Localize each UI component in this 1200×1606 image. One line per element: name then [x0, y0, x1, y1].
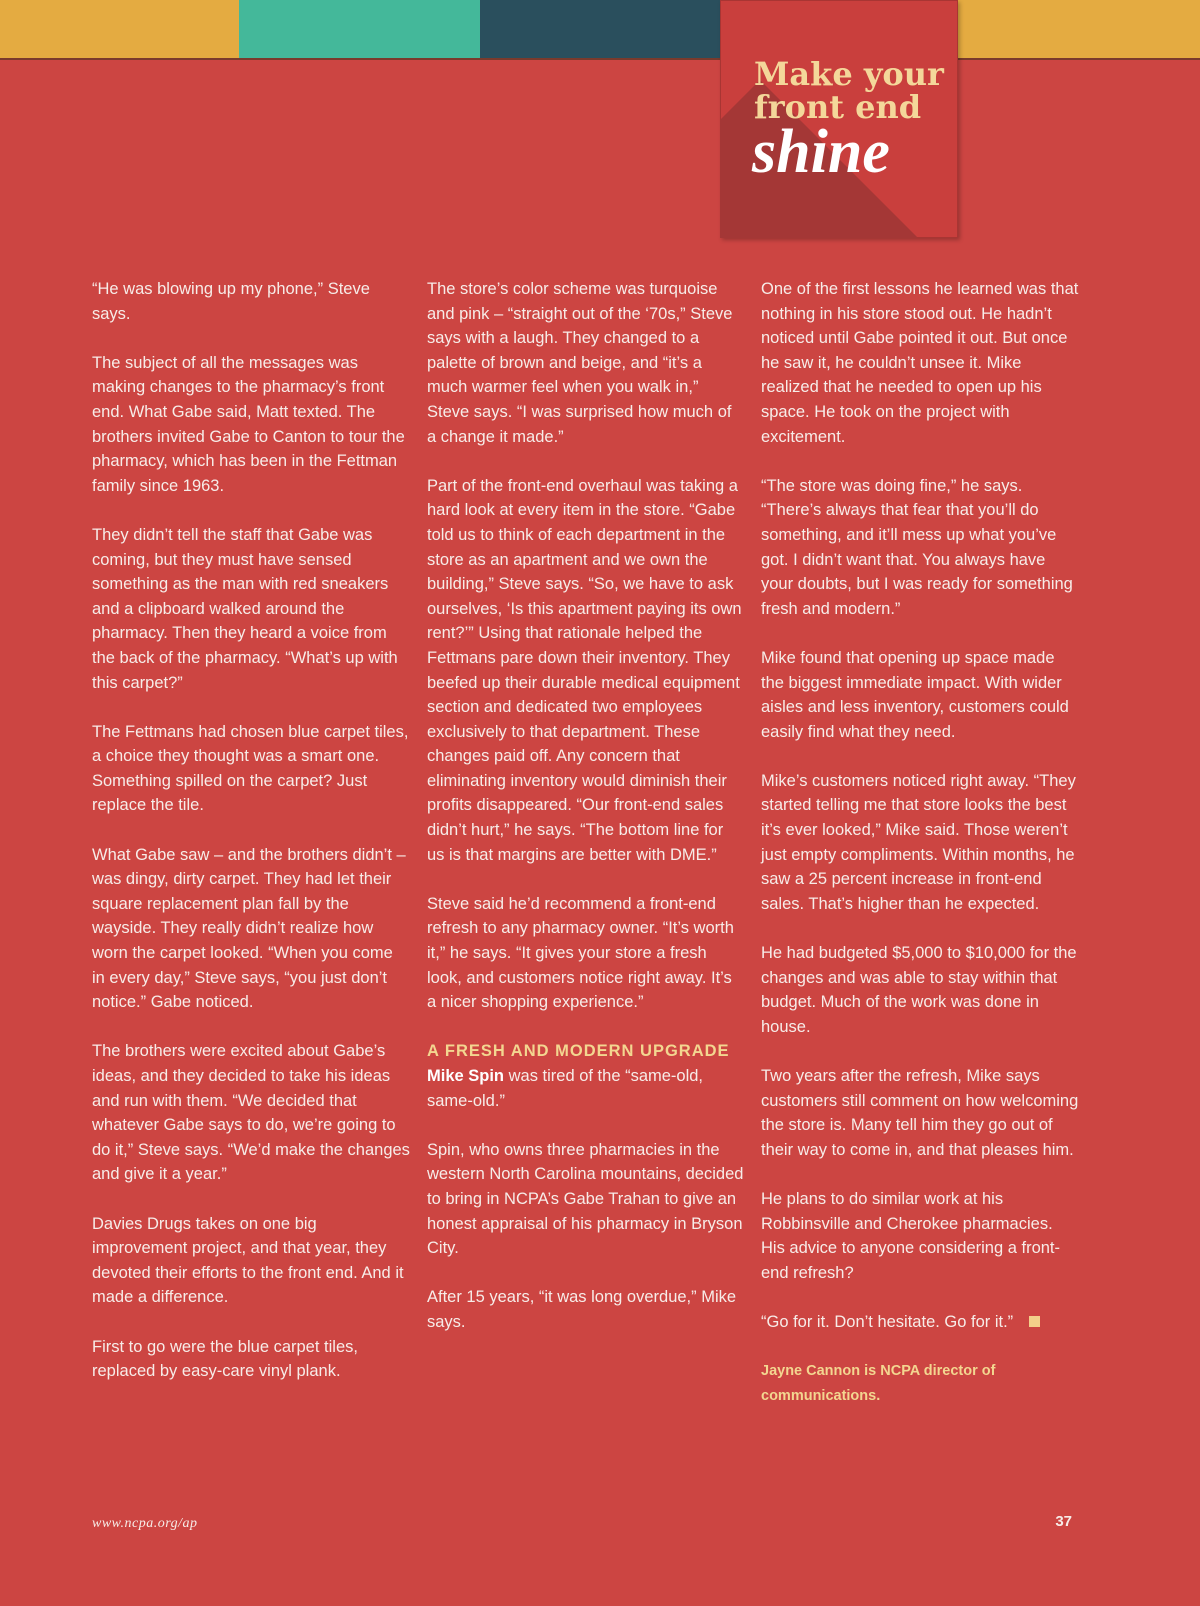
- title-line-2: front end: [754, 88, 922, 126]
- paragraph: Part of the front-end overhaul was taking a hard look at every item in the store. “Gabe told us to think of each department in the store as an apartment and we own the building,” Steve says. “So, we have to ask ourselves, ‘Is this apartment paying its own rent?’” Using that rationale helped the Fettmans pare down their inventory. They beefed up their durable medical equipment section and dedicated two employees exclusively to that department. These changes paid off. Any concern that eliminating inventory would diminish their profits disappeared. “Our front-end sales didn’t hurt,” he says. “The bottom line for us is that margins are better with DME.”: [427, 476, 742, 864]
- paragraph: “He was blowing up my phone,” Steve says.: [92, 280, 370, 323]
- paragraph: The store’s color scheme was turquoise and pink – “straight out of the ‘70s,” Steve says with a laugh. They changed to a palette of brown and beige, and “it’s a much warmer feel when you walk in,” Steve says. “I was surprised how much of a change it made.”: [427, 280, 733, 446]
- end-mark-icon: [1029, 1316, 1040, 1327]
- article-column-1: [92, 277, 410, 1408]
- paragraph: The subject of all the messages was making changes to the pharmacy’s front end. What Gabe said, Matt texted. The brothers invited Gabe to Canton to tour the pharmacy, which has been in the Fettman family since 1963.: [92, 353, 405, 495]
- header-stripe-gold: [0, 0, 239, 58]
- paragraph: Two years after the refresh, Mike says customers still comment on how welcoming the store is. Many tell him they go out of their way to come in, and that pleases him.: [761, 1067, 1079, 1159]
- subhead: A FRESH AND MODERN UPGRADE: [427, 1042, 730, 1061]
- closing-quote-text: “Go for it. Don’t hesitate. Go for it.”: [761, 1312, 1014, 1331]
- paragraph: The brothers were excited about Gabe’s ideas, and they decided to take his ideas and run with them. “We decided that whatever Gabe says to do, we’re going to do it,” Steve says. “We’d make the changes and give it a year.”: [92, 1042, 410, 1184]
- header-stripe-gold-right: [958, 0, 1200, 58]
- paragraph: Steve said he’d recommend a front-end refresh to any pharmacy owner. “It’s worth it,” he says. “It gives your store a fresh look, and customers notice right away. It’s a nicer shopping experience.”: [427, 894, 734, 1012]
- paragraph: He had budgeted $5,000 to $10,000 for the changes and was able to stay within that budget. Much of the work was done in house.: [761, 944, 1077, 1036]
- paragraph: The Fettmans had chosen blue carpet tiles, a choice they thought was a smart one. Something spilled on the carpet? Just replace the tile.: [92, 722, 409, 815]
- paragraph: Mike’s customers noticed right away. “They started telling me that store looks the best it’s ever looked,” Mike said. Those weren’t just empty compliments. Within months, he saw a 25 percent increase in front-end sales. That’s higher than he expected.: [761, 771, 1076, 913]
- paragraph: What Gabe saw – and the brothers didn’t – was dingy, dirty carpet. They had let their square replacement plan fall by the wayside. They really didn’t realize how worn the carpet looked. “When you come in every day,” Steve says, “you just don’t notice.” Gabe noticed.: [92, 845, 406, 1012]
- author-credit: Jayne Cannon is NCPA director of communications.: [761, 1363, 996, 1405]
- paragraph: Mike found that opening up space made the biggest immediate impact. With wider aisles and less inventory, customers could easily find what they need.: [761, 648, 1069, 741]
- paragraph: Spin, who owns three pharmacies in the western North Carolina mountains, decided to bring in NCPA’s Gabe Trahan to give an honest appraisal of his pharmacy in Bryson City.: [427, 1140, 744, 1258]
- paragraph: First to go were the blue carpet tiles, replaced by easy-care vinyl plank.: [92, 1337, 358, 1381]
- header-rule: [0, 58, 720, 60]
- paragraph: “The store was doing fine,” he says. “There’s always that fear that you’ll do something, and it’ll mess up what you’ve got. I didn’t want that. You always have your doubts, but I was ready for something fresh and modern.”: [761, 476, 1073, 618]
- page-number: 37: [1055, 1513, 1072, 1530]
- lead-paragraph: [427, 1064, 745, 1113]
- title-line-1: Make your: [754, 55, 944, 93]
- paragraph: After 15 years, “it was long overdue,” Mike says.: [427, 1288, 737, 1331]
- header-stripe-teal: [239, 0, 480, 58]
- paragraph: They didn’t tell the staff that Gabe was coming, but they must have sensed something as the man with red sneakers and a clipboard walked around the pharmacy. Then they heard a voice from the back of the pharmacy. “What’s up with this carpet?”: [92, 525, 398, 692]
- header-stripe-navy: [480, 0, 720, 58]
- article-column-2: [427, 277, 745, 1359]
- article-column-3: [761, 277, 1079, 1434]
- lead-name: Mike Spin: [427, 1067, 505, 1085]
- paragraph: One of the first lessons he learned was that nothing in his store stood out. He hadn’t noticed until Gabe pointed it out. But once he saw it, he couldn’t unsee it. Mike realized that he needed to open up his space. He took on the project with excitement.: [761, 280, 1079, 446]
- header-rule-right: [958, 58, 1200, 60]
- paragraph: Davies Drugs takes on one big improvement project, and that year, they devoted their efforts to the front end. And it made a difference.: [92, 1214, 404, 1307]
- closing-quote: [761, 1310, 1079, 1335]
- lead-text: was tired of the “same-old, same-old.”: [427, 1067, 704, 1110]
- footer-url: www.ncpa.org/ap: [92, 1516, 198, 1531]
- section-title-tag: [720, 0, 958, 238]
- title-line-3: shine: [752, 118, 890, 186]
- paragraph: He plans to do similar work at his Robbinsville and Cherokee pharmacies. His advice to anyone considering a front-end refresh?: [761, 1189, 1060, 1282]
